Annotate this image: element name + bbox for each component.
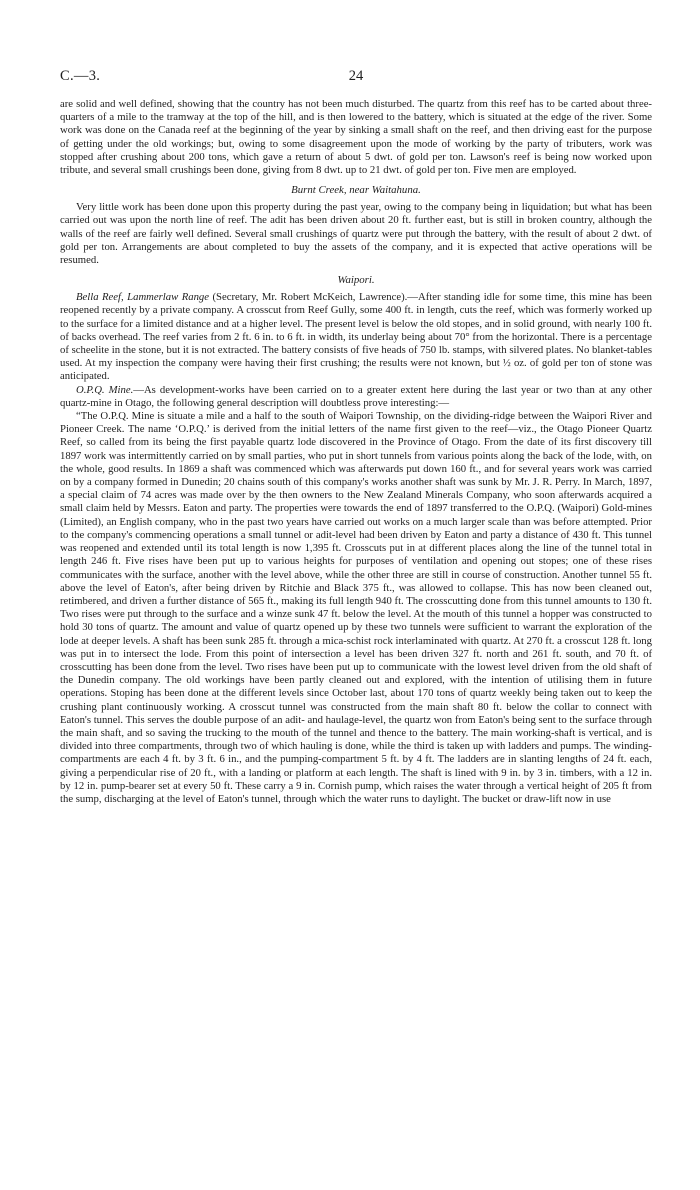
- opq-mine-title: O.P.Q. Mine.: [76, 383, 134, 396]
- opq-intro-text: —As development-works have been carried on to a greater extent here during the last year or two than at any other quartz-mine in Otago, the following general description will doubtless prove interesting:—: [60, 383, 653, 409]
- document-page: [60, 62, 652, 806]
- bella-reef-title: Bella Reef, Lammerlaw Range: [76, 291, 210, 304]
- paragraph-lawsons-reef: are solid and well defined, showing that the country has not been much disturbed. The quartz from this reef has to be carted about three-quarters of a mile to the tramway at the top of the hill, and is then lowered to the battery, which is situated at the edge of the river. Some work was done on the Canada reef at the beginning of the year by sinking a small shaft on the reef, and then driving east for the purpose of getting under the old workings; but, owing to some disagreement upon the mode of working by the party of tributers, work was stopped after crushing about 200 tons, which gave a return of about 5 dwt. of gold per ton. Lawson's reef is being now worked upon tribute, and several small crushings been done, giving from 8 dwt. up to 21 dwt. of gold per ton. Five men are employed.: [60, 98, 652, 177]
- section-heading-burnt-creek: Burnt Creek, near Waitahuna.: [291, 184, 421, 197]
- page-number: 24: [348, 68, 364, 84]
- series-reference: C.—3.: [60, 68, 101, 84]
- paragraph-opq-intro: [60, 384, 652, 410]
- paragraph-burnt-creek: Very little work has been done upon this property during the past year, owing to the company being in liquidation; but what has been carried out was upon the north line of reef. The adit has been driven about 20 ft. further east, but is still in broken country, although the walls of the reef are fairly well defined. Several small crushings of quartz were put through the battery, with the result of about 2 dwt. of gold per ton. Arrangements are about completed to buy the assets of the company, and it is expected that active operations will be resumed.: [60, 201, 652, 267]
- page-header: [60, 62, 652, 98]
- paragraph-opq-description: “The O.P.Q. Mine is situate a mile and a half to the south of Waipori Township, on the dividing-ridge between the Waipori River and Pioneer Creek. The name ‘O.P.Q.’ is derived from the initial letters of the name first given to the reef—viz., the Otago Pioneer Quartz Reef, so called from its being the first payable quartz lode discovered in the Province of Otago. From the date of its first discovery till 1897 work was intermittently carried on by small parties, who put in short tunnels from various points along the back of the lode, with, on the whole, good results. In 1869 a shaft was commenced which was afterwards put down 160 ft., and for several years work was carried on by a company formed in Dunedin; 20 chains south of this company's works another shaft was sunk by Mr. J. R. Perry. In March, 1897, a special claim of 74 acres was made over by the then owners to the New Zealand Minerals Company, who soon afterwards acquired a small claim held by Messrs. Eaton and party. The properties were towards the end of 1897 transferred to the O.P.Q. (Waipori) Gold-mines (Limited), an English company, who in the past two years have carried out works on a much larger scale than was before attempted. Prior to the company's commencing operations a small tunnel or adit-level had been driven by Eaton and party a distance of 430 ft. This tunnel was reopened and extended until its total length is now 1,395 ft. Crosscuts put in at different places along the line of the tunnel total in length 246 ft. Five rises have been put up to various heights for purposes of ventilation and opening out stopes; one of these rises communicates with the surface, another with the level above, while the other three are still in course of construction. Another tunnel 55 ft. above the level of Eaton's, after being driven by Ritchie and Black 375 ft., was allowed to collapse. This has now been cleaned out, retimbered, and driven a further distance of 565 ft., making its full length 940 ft. The crosscutting done from this tunnel amounts to 130 ft. Two rises were put through to the surface and a winze sunk 47 ft. below the level. At the mouth of this tunnel a hopper was constructed to hold 30 tons of quartz. The amount and value of quartz opened up by these two tunnels were sufficient to warrant the exploration of the lode at deeper levels. A shaft has been sunk 285 ft. through a mica-schist rock interlaminated with quartz. At 270 ft. a crosscut 128 ft. long was put in to intersect the lode. From this point of intersection a level has been driven 327 ft. north and 261 ft. south, and 70 ft. of crosscutting has been done from the level. Two rises have been put up to communicate with the lowest level driven from the old shaft of the Dunedin company. The old workings have been partly cleaned out and explored, with the intention of utilising them in future operations. Stoping has been done at the different levels since October last, about 170 tons of quartz weekly being taken out to keep the crushing plant continuously working. A crosscut tunnel was constructed from the main shaft 80 ft. below the collar to connect with Eaton's tunnel. This serves the double purpose of an adit- and haulage-level, the quartz won from Eaton's being sent to the surface through the main shaft, and so saving the trucking to the mouth of the tunnel and thence to the battery. The main working-shaft is vertical, and is divided into three compartments, through two of which hauling is done, while the third is taken up with ladders and pumps. The winding-compartments are each 4 ft. by 3 ft. 6 in., and the pumping-compartment 5 ft. by 4 ft. The ladders are in slanting lengths of 24 ft. each, giving a perpendicular rise of 20 ft., with a landing or platform at each length. The shaft is lined with 9 in. by 3 in. timbers, with a 12 in. by 12 in. pump-bearer set at every 50 ft. These carry a 9 in. Cornish pump, which raises the water through a vertical height of 205 ft from the sump, discharging at the level of Eaton's tunnel, through which the water runs to daylight. The bucket or draw-lift now in use: [60, 410, 652, 805]
- paragraph-bella-reef: [60, 291, 652, 383]
- section-heading-waipori: Waipori.: [337, 274, 375, 287]
- bella-reef-text: (Secretary, Mr. Robert McKeich, Lawrence).—After standing idle for some time, this mine has been reopened recently by a private company. A crosscut from Reef Gully, some 400 ft. in length, cuts the reef, which was formerly worked up to the surface for a limited distance and at a higher level. The present level is below the old stopes, and in solid ground, with nearly 100 ft. of backs overhead. The reef varies from 2 ft. 6 in. to 6 ft. in width, its underlay being about 70° from the horizontal. There is a percentage of scheelite in the stone, but it is not extracted. The battery consists of five heads of 750 lb. stamps, with silvered plates. No blanket-tables used. At my inspection the company were having their first crushing; the results were not known, but ½ oz. of gold per ton of stone was anticipated.: [60, 291, 652, 383]
